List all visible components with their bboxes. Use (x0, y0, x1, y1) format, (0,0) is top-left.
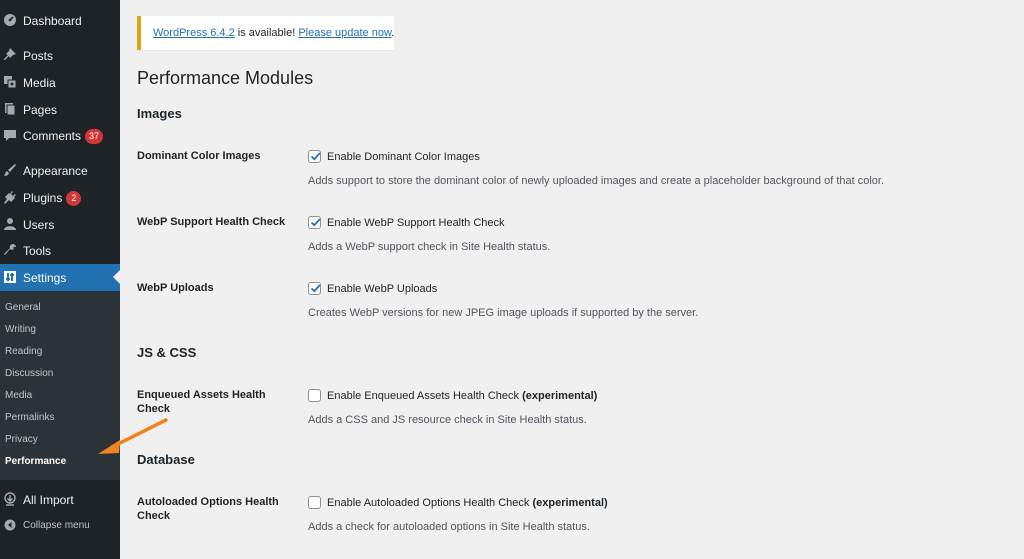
checkbox-label[interactable]: Enable WebP Uploads (327, 283, 438, 295)
submenu-item-media[interactable]: Media (5, 390, 33, 401)
notice-text: is available! (234, 27, 299, 39)
submenu-item-privacy[interactable]: Privacy (5, 434, 38, 445)
checkmark-icon (308, 149, 323, 164)
active-indicator (113, 270, 120, 284)
user-icon (3, 217, 17, 231)
submenu-item-general[interactable]: General (5, 302, 41, 313)
experimental-tag: (experimental) (522, 390, 598, 402)
webp-uploads-checkbox[interactable] (308, 282, 321, 295)
checkbox-label[interactable]: Enable Dominant Color Images (327, 151, 480, 163)
plug-icon (3, 190, 17, 204)
checkmark-icon (308, 281, 323, 296)
wrench-icon (3, 243, 17, 257)
menu-item-settings[interactable] (0, 264, 120, 291)
plugins-count-badge: 2 (66, 191, 81, 206)
version-link[interactable]: WordPress 6.4.2 (153, 27, 235, 39)
checkbox-text: Enable Autoloaded Options Health Check (327, 497, 530, 509)
menu-item-users[interactable] (0, 211, 120, 238)
webp-health-checkbox[interactable] (308, 216, 321, 229)
update-now-link[interactable]: Please update now (298, 27, 392, 39)
pages-icon (3, 102, 17, 116)
experimental-tag: (experimental) (532, 497, 608, 509)
menu-item-appearance[interactable] (0, 157, 120, 184)
paintbrush-icon (3, 163, 17, 177)
menu-item-pages[interactable] (0, 96, 120, 123)
checkbox-label[interactable]: Enable WebP Support Health Check (327, 217, 505, 229)
notice-end: . (391, 27, 395, 39)
menu-item-posts[interactable] (0, 42, 120, 69)
menu-label-wrap (23, 191, 81, 206)
collapse-menu-button[interactable] (0, 517, 120, 535)
dominant-color-checkbox[interactable] (308, 150, 321, 163)
menu-item-tools[interactable] (0, 237, 120, 264)
module-label: WebP Support Health Check (137, 216, 286, 228)
menu-item-media[interactable] (0, 69, 120, 96)
menu-label: Plugins (23, 191, 63, 205)
autoloaded-options-checkbox[interactable] (308, 496, 321, 509)
menu-label: Dashboard (23, 14, 82, 28)
import-icon (3, 492, 17, 506)
menu-item-comments[interactable] (0, 122, 120, 149)
annotation-arrow-icon (90, 416, 170, 461)
checkbox-text: Enable Enqueued Assets Health Check (327, 390, 520, 402)
menu-item-plugins[interactable] (0, 184, 120, 211)
checkbox-label[interactable] (327, 497, 608, 509)
module-label: Autoloaded Options Health Check (137, 496, 279, 522)
collapse-icon (4, 519, 16, 531)
module-label: Dominant Color Images (137, 150, 261, 162)
menu-label: All Import (23, 493, 74, 507)
page-title: Performance Modules (137, 68, 314, 88)
menu-label: Users (23, 218, 55, 232)
module-description: Creates WebP versions for new JPEG image uploads if supported by the server. (308, 307, 699, 319)
submenu-item-writing[interactable]: Writing (5, 324, 36, 335)
menu-label: Comments (23, 129, 82, 143)
dashboard-icon (3, 13, 17, 27)
update-notice (137, 16, 394, 50)
comments-count-badge: 37 (85, 129, 103, 144)
module-description: Adds a CSS and JS resource check in Site Health status. (308, 414, 587, 426)
menu-label-wrap (23, 129, 103, 144)
pin-icon (3, 48, 17, 62)
module-description: Adds support to store the dominant color of newly uploaded images and create a placeholder background of that color. (308, 175, 885, 187)
checkmark-icon (308, 215, 323, 230)
media-icon (3, 75, 17, 89)
enqueued-assets-checkbox[interactable] (308, 389, 321, 402)
menu-item-all-import[interactable] (0, 486, 120, 513)
collapse-label: Collapse menu (23, 520, 90, 531)
section-title-images: Images (137, 106, 182, 121)
menu-label: Settings (23, 271, 67, 285)
admin-sidebar (0, 0, 120, 559)
menu-item-dashboard[interactable] (0, 7, 120, 34)
menu-label: Tools (23, 244, 52, 258)
module-label: Enqueued Assets Health Check (137, 389, 266, 415)
section-title-jscss: JS & CSS (137, 345, 197, 360)
menu-label: Appearance (23, 164, 88, 178)
submenu-item-discussion[interactable]: Discussion (5, 368, 54, 379)
menu-label: Media (23, 76, 56, 90)
submenu-item-permalinks[interactable]: Permalinks (5, 412, 55, 423)
module-description: Adds a WebP support check in Site Health status. (308, 241, 551, 253)
module-label: WebP Uploads (137, 282, 214, 294)
comment-icon (3, 128, 17, 142)
section-title-database: Database (137, 452, 195, 467)
menu-label: Pages (23, 103, 58, 117)
menu-label: Posts (23, 49, 54, 63)
submenu-item-reading[interactable]: Reading (5, 346, 43, 357)
settings-icon (3, 270, 17, 284)
checkbox-label[interactable] (327, 390, 597, 402)
module-description: Adds a check for autoloaded options in Site Health status. (308, 521, 590, 533)
submenu-item-performance[interactable]: Performance (5, 456, 67, 467)
